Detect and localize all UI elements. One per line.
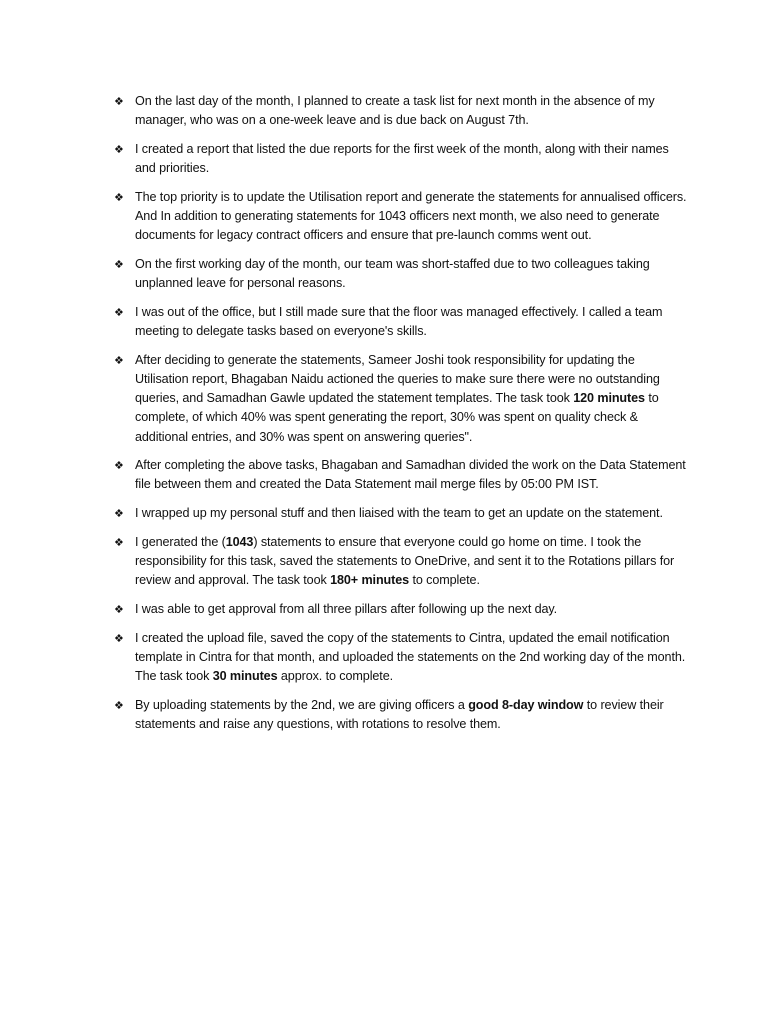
- text-run: I was able to get approval from all three pillars after following up the next day.: [135, 601, 558, 616]
- bullet-text: [135, 506, 663, 520]
- text-run: The top priority is to update the Utilisation report and generate the statements for annualised officers. And In addition to generating statements for 1043 officers next month, we also need to generate documents for legacy contract officers and ensure that pre-launch comms went out.: [135, 189, 687, 243]
- bullet-text: [135, 698, 664, 731]
- diamond-bullet-icon: ❖: [114, 305, 124, 319]
- diamond-bullet-icon: ❖: [114, 535, 124, 549]
- diamond-bullet-icon: ❖: [114, 257, 124, 271]
- text-run: On the first working day of the month, our team was short-staffed due to two colleagues taking unplanned leave for personal reasons.: [135, 256, 650, 291]
- bullet-text: [135, 631, 685, 683]
- bullet-item: [114, 629, 688, 687]
- text-run: to complete.: [409, 573, 480, 588]
- bullet-item: [114, 188, 688, 246]
- bold-text-run: 30 minutes: [212, 669, 278, 684]
- text-run: ) statements to ensure that everyone could go home on time. I took the responsibility for this task, saved the statements to OneDrive, and sent it to the Rotations pillars for review and approval. The task took: [135, 534, 675, 588]
- text-run: to review their statements and raise any questions, with rotations to resolve them.: [135, 697, 664, 731]
- bullet-item: [114, 456, 688, 494]
- bullet-item: [114, 255, 688, 293]
- diamond-bullet-icon: ❖: [114, 190, 124, 204]
- text-run: I was out of the office, but I still made sure that the floor was managed effectively. I called a team meeting to delegate tasks based on everyone's skills.: [135, 304, 663, 339]
- bullet-item: [114, 351, 688, 447]
- text-run: I created a report that listed the due reports for the first week of the month, along with their names and priorities.: [135, 141, 669, 176]
- bullet-item: [114, 92, 688, 130]
- bullet-text: [135, 535, 674, 587]
- text-run: I wrapped up my personal stuff and then liaised with the team to get an update on the statement.: [135, 506, 663, 521]
- bullet-text: [135, 142, 669, 175]
- text-run: I generated the (: [135, 534, 226, 549]
- bullet-item: [114, 533, 688, 591]
- diamond-bullet-icon: ❖: [114, 95, 124, 108]
- text-run: By uploading statements by the 2nd, we are giving officers a: [135, 697, 469, 712]
- bullet-item: [114, 600, 688, 619]
- bullet-text: [135, 602, 557, 616]
- diamond-bullet-icon: ❖: [114, 507, 124, 521]
- bullet-list: [114, 92, 688, 734]
- diamond-bullet-icon: ❖: [114, 142, 124, 156]
- text-run: approx. to complete.: [277, 669, 394, 684]
- bold-text-run: 120 minutes: [573, 391, 645, 406]
- text-run: After completing the above tasks, Bhagaban and Samadhan divided the work on the Data Statement file between them and created the Data Statement mail merge files by 05:00 PM IST.: [135, 458, 686, 492]
- bold-text-run: good 8-day window: [468, 697, 584, 712]
- diamond-bullet-icon: ❖: [114, 459, 124, 473]
- text-run: After deciding to generate the statements, Sameer Joshi took responsibility for updating the Utilisation report, Bhagaban Naidu actioned the queries to make sure there were no outstanding queries, and Samadhan Gawle updated the statement templates. The task took: [135, 352, 660, 406]
- bold-text-run: 1043: [225, 534, 254, 549]
- text-run: On the last day of the month, I planned to create a task list for next month in the absence of my manager, who was on a one-week leave and is due back on August 7th.: [135, 94, 655, 128]
- bullet-item: [114, 140, 688, 178]
- bullet-text: [135, 353, 660, 444]
- diamond-bullet-icon: ❖: [114, 631, 124, 645]
- diamond-bullet-icon: ❖: [114, 698, 124, 712]
- bullet-item: [114, 696, 688, 734]
- diamond-bullet-icon: ❖: [114, 602, 124, 616]
- bullet-text: [135, 94, 655, 127]
- text-run: to complete, of which 40% was spent generating the report, 30% was spent on quality check & additional entries, and 30% was spent on answering queries".: [135, 391, 659, 444]
- bullet-text: [135, 257, 650, 290]
- bullet-text: [135, 458, 686, 491]
- bullet-item: [114, 303, 688, 341]
- text-run: I created the upload file, saved the copy of the statements to Cintra, updated the email notification template in Cintra for that month, and uploaded the statements on the 2nd working day of the month. The task took: [135, 630, 686, 684]
- diamond-bullet-icon: ❖: [114, 353, 124, 367]
- bullet-text: [135, 190, 686, 242]
- bullet-item: [114, 504, 688, 523]
- bullet-text: [135, 305, 662, 338]
- bold-text-run: 180+ minutes: [330, 573, 410, 588]
